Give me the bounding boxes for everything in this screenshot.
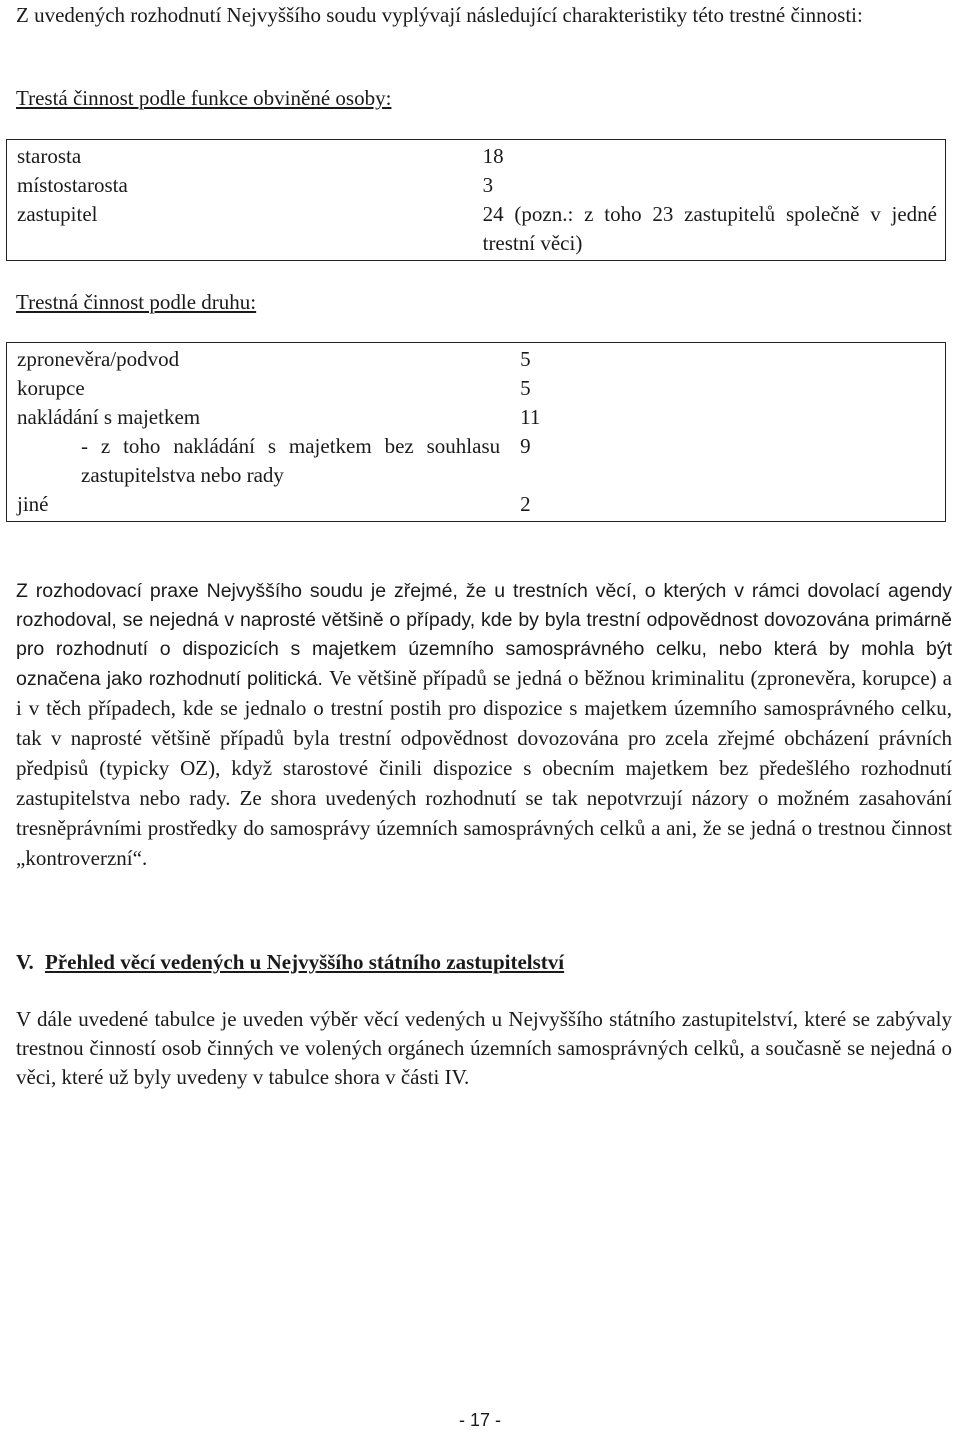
table-row [7, 200, 946, 261]
row-label: starosta [17, 144, 82, 168]
paragraph-part-1: Z rozhodovací praxe Nejvyššího soudu je zřejmé, že u trestních věcí, o kterých v rámci dovolací agendy rozhodoval, se nejedná v naprosté většině o případy, kde by byla trestní odpovědnost dovozována primárně pro rozhodnutí o dispozicích s majetkem územního samosprávného celku, nebo která by mohla být označena jako rozhodnutí politická. [16, 580, 952, 690]
row-value: 9 [520, 434, 531, 458]
row-value: 5 [520, 376, 531, 400]
heading-by-function: Trestá činnost podle funkce obviněné osoby: [16, 86, 392, 110]
table-row [7, 171, 946, 200]
row-value: 5 [520, 347, 531, 371]
row-value: 24 (pozn.: z toho 23 zastupitelů společně v jedné trestní věci) [482, 202, 937, 255]
row-value: 3 [482, 173, 494, 197]
row-value: 2 [520, 492, 531, 516]
row-label: jiné [17, 492, 49, 516]
table-by-type [6, 342, 946, 522]
intro-paragraph: Z uvedených rozhodnutí Nejvyššího soudu vyplývají následující charakteristiky této trestné činnosti: [16, 3, 863, 27]
row-label: zpronevěra/podvod [17, 347, 180, 371]
table-row [7, 403, 946, 432]
table-row [7, 343, 946, 375]
paragraph-part-2: Ve většině případů se jedná o běžnou kriminalitu (zpronevěra, korupce) a i v těch případech, kde se jednalo o trestní postih pro dispozice s majetkem územního samosprávného celku, tak v naprosté většině případů byla trestní odpovědnost dovozována pro zcela zřejmé obcházení právních předpisů (typicky OZ), když starostové činili dispozice s obecním majetkem bez předešlého rozhodnutí zastupitelstva nebo rady. Ze shora uvedených rozhodnutí se tak nepotvrzují názory o možném zasahování tresněprávními prostředky do samosprávy územních samosprávných celků a ani, že se jedná o trestnou činnost „kontroverzní“. [16, 666, 952, 870]
section-title: Přehled věcí vedených u Nejvyššího státního zastupitelství [44, 950, 565, 974]
row-value: 11 [520, 405, 541, 429]
table-row [7, 140, 946, 172]
row-label: - z toho nakládání s majetkem bez souhlasu zastupitelstva nebo rady [81, 434, 501, 487]
table-row [7, 374, 946, 403]
table-row [7, 432, 946, 490]
row-label: korupce [17, 376, 85, 400]
table-by-function [6, 139, 946, 261]
table-row [7, 490, 946, 522]
row-value: 18 [482, 144, 504, 168]
heading-by-type: Trestná činnost podle druhu: [16, 290, 257, 314]
section-number: V. [16, 950, 34, 974]
body-paragraph [16, 577, 952, 874]
section-v-heading [16, 947, 564, 977]
row-label: nakládání s majetkem [17, 405, 201, 429]
row-label: zastupitel [17, 202, 98, 226]
row-label: místostarosta [17, 173, 128, 197]
body-paragraph-2: V dále uvedené tabulce je uveden výběr věcí vedených u Nejvyššího státního zastupitelství, které se zabývaly trestnou činností osob činných ve volených orgánech územních samosprávných celků, a současně se nejedná o věci, které už byly uvedeny v tabulce shora v části IV. [16, 1007, 952, 1089]
page-number: - 17 - [458, 1410, 501, 1430]
